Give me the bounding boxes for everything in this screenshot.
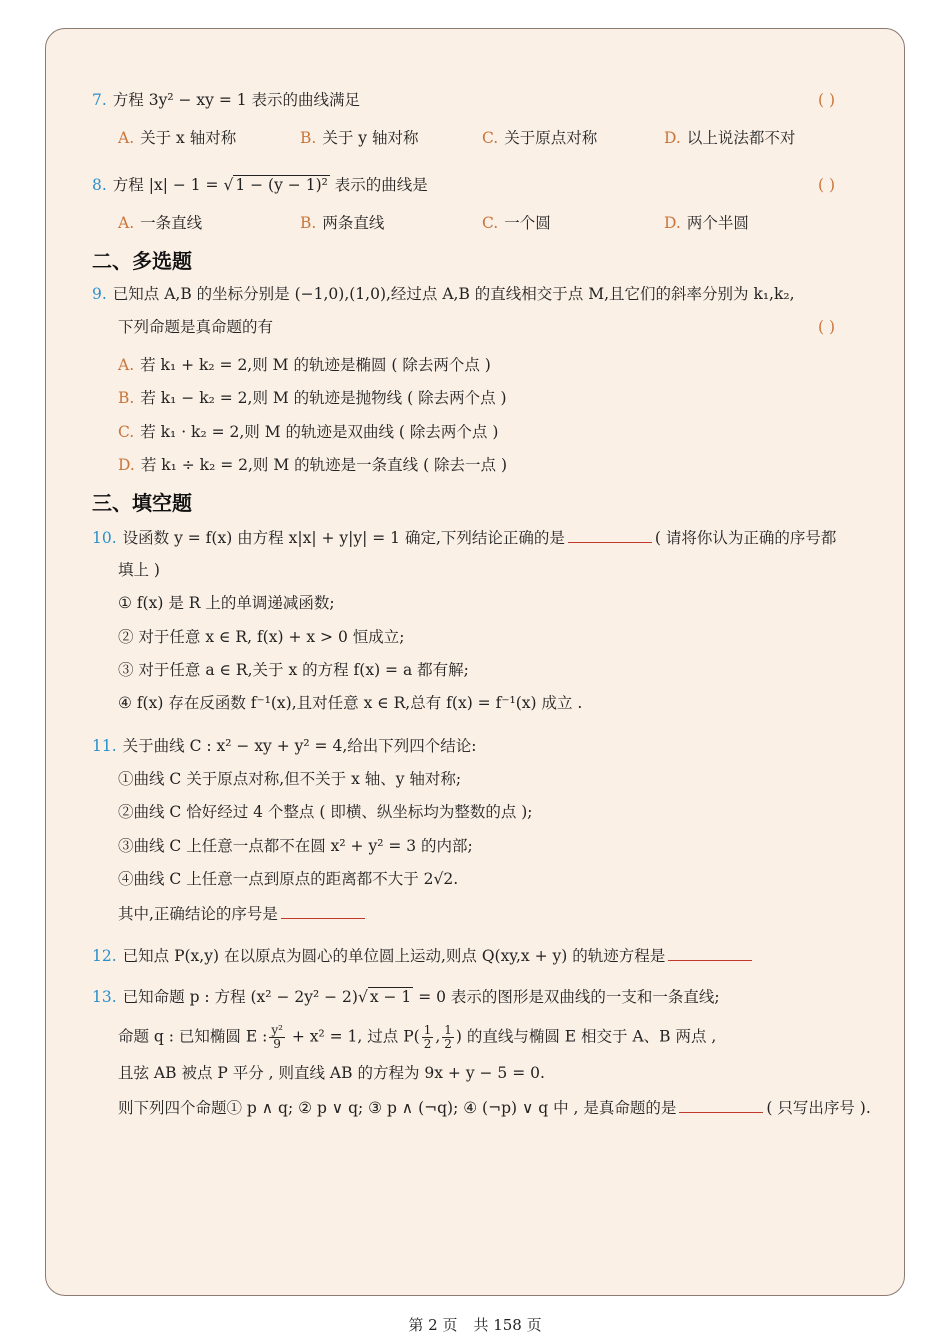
q10-item-1: ① f(x) 是 R 上的单调递减函数; <box>118 594 335 612</box>
q11-tail-text: 其中,正确结论的序号是 <box>118 905 278 923</box>
fraction-numerator: 1 <box>444 1023 452 1037</box>
option-label: D. <box>118 456 135 474</box>
q10-item-4: ④ f(x) 存在反函数 f⁻¹(x),且对任意 x ∈ R,总有 f(x) = f⁻¹(x) 成立 . <box>118 694 583 712</box>
option-text: 关于 x 轴对称 <box>140 129 237 147</box>
option-text: 两条直线 <box>322 214 385 232</box>
q11-item-1: ①曲线 C 关于原点对称,但不关于 x 轴、y 轴对称; <box>118 770 462 788</box>
option-label: A. <box>118 129 135 147</box>
option-label: A. <box>118 214 135 232</box>
q13-number: 13. <box>92 988 117 1006</box>
q10-text-a: 设函数 y = f(x) 由方程 x|x| + y|y| = 1 确定,下列结论正确的是 <box>122 529 565 547</box>
option-text: 一条直线 <box>140 214 203 232</box>
q8-option-b <box>300 212 384 234</box>
q13-text-4a: 则下列四个命题① p ∧ q; ② p ∨ q; ③ p ∧ (¬q); ④ (¬p) ∨ q 中 , 是真命题的是 <box>118 1099 677 1117</box>
q10-stem-line1 <box>92 526 836 549</box>
q11-text: 关于曲线 C : x² − xy + y² = 4,给出下列四个结论: <box>122 737 477 755</box>
fraction-denominator: 2 <box>444 1037 452 1051</box>
option-text: 以上说法都不对 <box>686 129 796 147</box>
q11-item-3: ③曲线 C 上任意一点都不在圆 x² + y² = 3 的内部; <box>118 837 473 855</box>
option-text: 若 k₁ · k₂ = 2,则 M 的轨迹是双曲线 ( 除去两个点 ) <box>140 423 499 441</box>
q8-stem: 8. 方程 |x| − 1 = √ 1 − (y − 1)² 表示的曲线是 <box>92 176 428 194</box>
q7-answer-paren: ( ) <box>818 91 836 109</box>
option-label: A. <box>118 356 135 374</box>
option-text: 一个圆 <box>504 214 551 232</box>
option-text: 若 k₁ ÷ k₂ = 2,则 M 的轨迹是一条直线 ( 除去一点 ) <box>140 456 508 474</box>
q13-text-4b: ( 只写出序号 ). <box>766 1099 871 1117</box>
page-total: 共 158 页 <box>473 1316 542 1334</box>
option-label: B. <box>300 129 317 147</box>
q8-sqrt: 1 − (y − 1)² <box>235 176 328 194</box>
q13-text-2c: ) 的直线与椭圆 E 相交于 A、B 两点 , <box>455 1027 717 1046</box>
option-text: 关于 y 轴对称 <box>322 129 419 147</box>
q11-tail <box>118 902 368 925</box>
q13-line4 <box>118 1096 871 1119</box>
fraction-denominator: 2 <box>423 1037 432 1051</box>
q13-text-1a: 已知命题 p : 方程 (x² − 2y² − 2) <box>122 988 358 1006</box>
option-label: C. <box>482 214 499 232</box>
fraction-denominator: 9 <box>273 1037 281 1051</box>
option-label: C. <box>118 423 135 441</box>
q7-option-a <box>118 127 236 149</box>
q13-text-2b: + x² = 1, 过点 P( <box>286 1027 420 1046</box>
option-label: B. <box>118 389 135 407</box>
q8-option-c <box>482 212 551 234</box>
q8-number: 8. <box>92 176 107 194</box>
q9-stem-line1 <box>92 283 795 305</box>
q13-text-2a: 命题 q : 已知椭圆 E : <box>118 1027 268 1046</box>
q13-line2: 命题 q : 已知椭圆 E : $\frac{\text{y²}}{9}$ + x² = 1, 过点 P( $\frac{1}{2}$ , $\frac{1}{2}$ ) 的直线与椭圆 E 相交于 A、B 两点 , <box>118 1023 717 1051</box>
section-heading-multi-choice: 二、多选题 <box>92 249 192 273</box>
q9-stem-line2: 下列命题是真命题的有 <box>118 318 274 336</box>
q10-number: 10. <box>92 529 117 547</box>
fraction <box>269 1024 285 1051</box>
q9-number: 9. <box>92 285 107 303</box>
q11-number: 11. <box>92 737 117 755</box>
option-label: D. <box>664 214 681 232</box>
q12-number: 12. <box>92 947 117 965</box>
q13-line1: 13. 已知命题 p : 方程 (x² − 2y² − 2)√ x − 1 = 0 表示的图形是双曲线的一支和一条直线; <box>92 988 720 1006</box>
q9-option-c <box>118 421 498 443</box>
q11-stem <box>92 735 476 757</box>
q11-answer-blank[interactable] <box>281 902 365 919</box>
q8-text-b: 表示的曲线是 <box>329 176 428 194</box>
q7-number: 7. <box>92 91 107 109</box>
q7-text: 方程 3y² − xy = 1 表示的曲线满足 <box>112 91 361 109</box>
option-text: 若 k₁ − k₂ = 2,则 M 的轨迹是抛物线 ( 除去两个点 ) <box>140 389 507 407</box>
section-heading-fill-in: 三、填空题 <box>92 491 192 515</box>
q13-line3: 且弦 AB 被点 P 平分 , 则直线 AB 的方程为 9x + y − 5 = 0. <box>118 1064 545 1082</box>
fraction <box>442 1024 454 1051</box>
option-label: C. <box>482 129 499 147</box>
q9-text-1: 已知点 A,B 的坐标分别是 (−1,0),(1,0),经过点 A,B 的直线相交于点 M,且它们的斜率分别为 k₁,k₂, <box>112 285 795 303</box>
q8-answer-paren: ( ) <box>818 176 836 194</box>
q12-stem <box>92 944 755 967</box>
q11-item-2: ②曲线 C 恰好经过 4 个整点 ( 即横、纵坐标均为整数的点 ); <box>118 803 533 821</box>
q10-item-3: ③ 对于任意 a ∈ R,关于 x 的方程 f(x) = a 都有解; <box>118 661 469 679</box>
q8-text-a: 方程 |x| − 1 = <box>112 176 224 194</box>
q11-item-4: ④曲线 C 上任意一点到原点的距离都不大于 2√2. <box>118 870 459 888</box>
q7-option-c <box>482 127 597 149</box>
q13-text-1b: = 0 表示的图形是双曲线的一支和一条直线; <box>413 988 720 1006</box>
fraction <box>422 1024 434 1051</box>
option-text: 若 k₁ + k₂ = 2,则 M 的轨迹是椭圆 ( 除去两个点 ) <box>140 356 491 374</box>
q12-text: 已知点 P(x,y) 在以原点为圆心的单位圆上运动,则点 Q(xy,x + y) 的轨迹方程是 <box>122 947 666 965</box>
q7-option-d <box>664 127 795 149</box>
option-text: 两个半圆 <box>686 214 749 232</box>
fraction-numerator: 1 <box>423 1023 432 1037</box>
q9-option-d <box>118 454 507 476</box>
q7-option-b <box>300 127 418 149</box>
q13-answer-blank[interactable] <box>679 1096 763 1113</box>
q7-stem <box>92 89 360 111</box>
q12-answer-blank[interactable] <box>668 944 752 961</box>
q10-text-b: ( 请将你认为正确的序号都 <box>654 529 837 547</box>
option-label: D. <box>664 129 681 147</box>
page-footer <box>0 1314 950 1335</box>
q9-answer-paren: ( ) <box>818 318 836 336</box>
option-text: 关于原点对称 <box>504 129 598 147</box>
q10-stem-line2: 填上 ) <box>118 561 160 579</box>
q8-option-d <box>664 212 749 234</box>
q8-option-a <box>118 212 202 234</box>
option-label: B. <box>300 214 317 232</box>
page-number: 第 2 页 <box>408 1316 458 1334</box>
q10-answer-blank[interactable] <box>568 526 652 543</box>
q9-option-a <box>118 354 491 376</box>
fraction-numerator: y² <box>271 1023 283 1037</box>
q10-item-2: ② 对于任意 x ∈ R, f(x) + x > 0 恒成立; <box>118 628 405 646</box>
q9-option-b <box>118 387 507 409</box>
q13-sqrt: x − 1 <box>369 988 412 1006</box>
